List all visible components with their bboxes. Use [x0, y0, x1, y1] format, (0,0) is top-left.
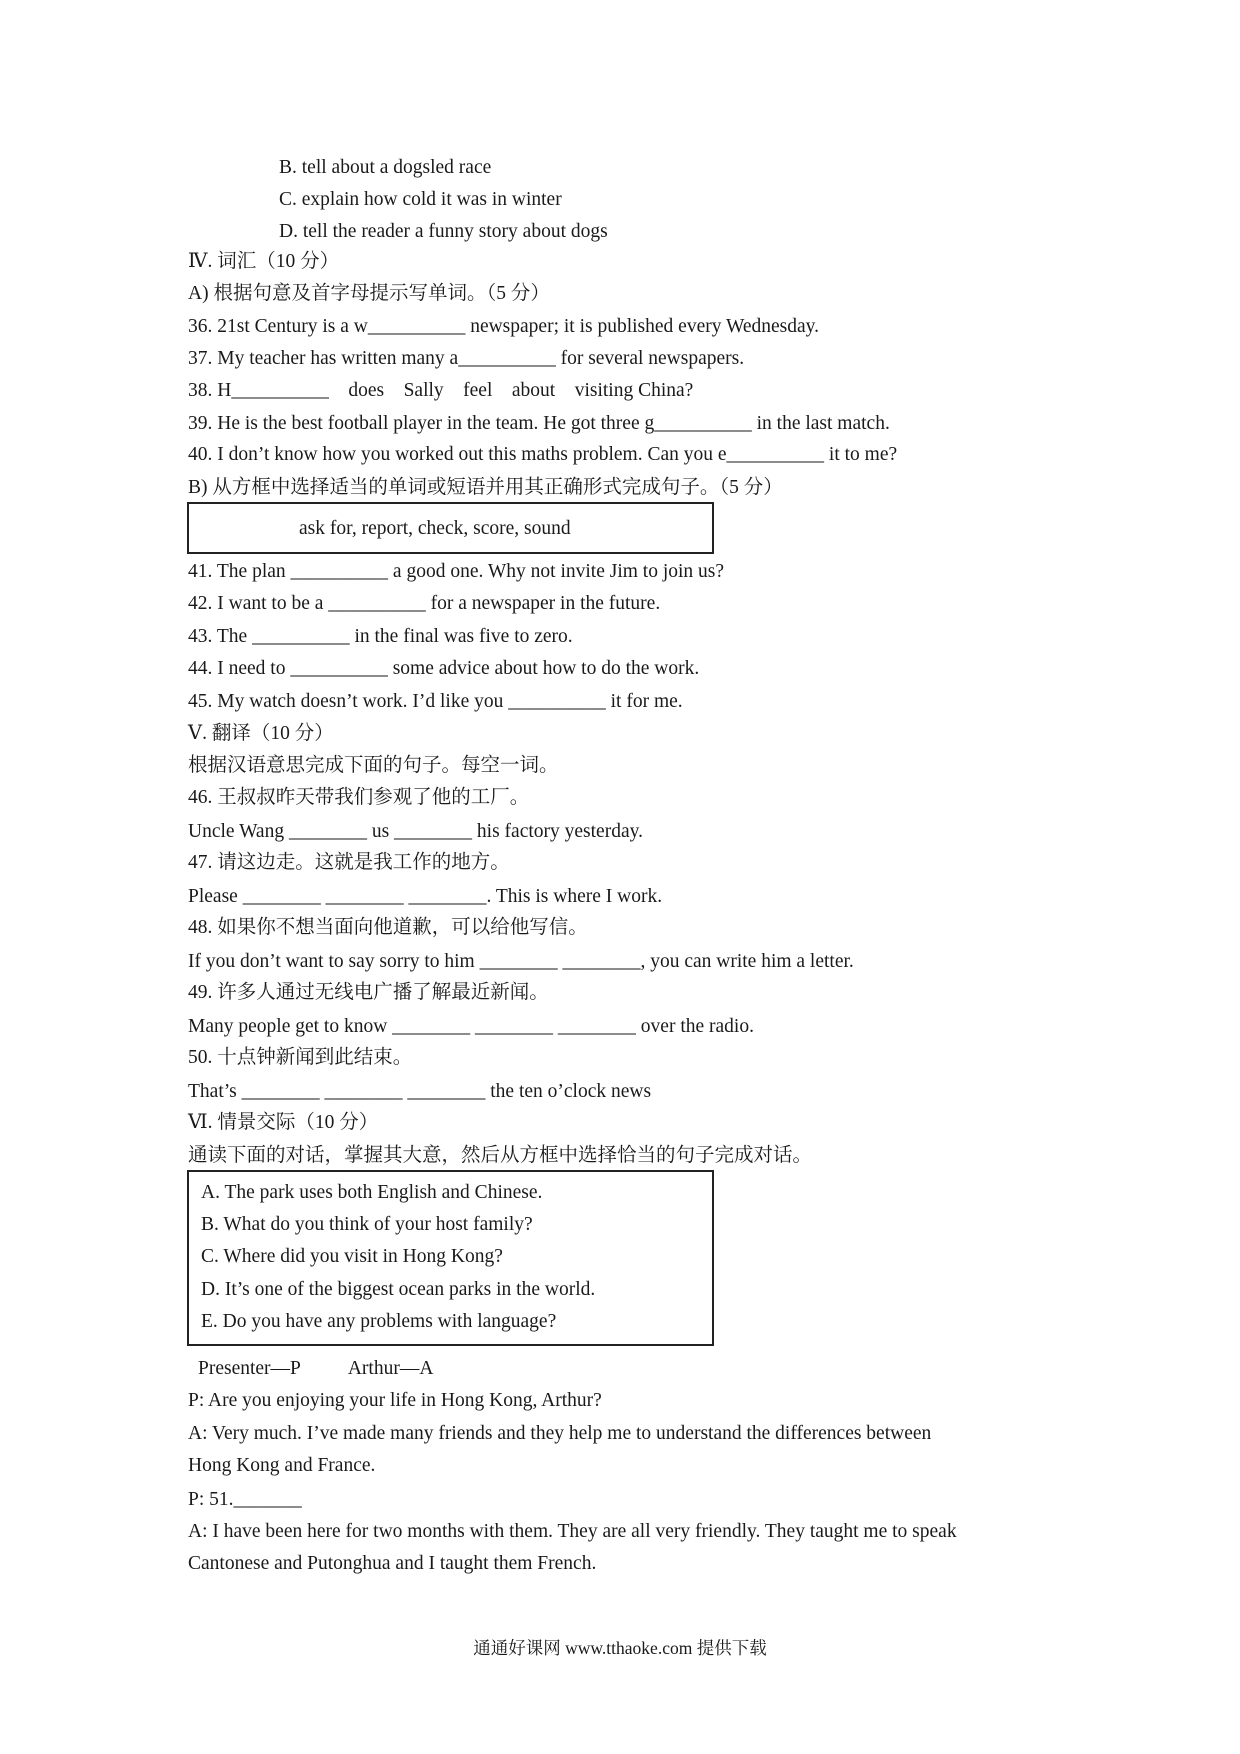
question-41: 41. The plan __________ a good one. Why not invite Jim to join us?: [188, 561, 725, 582]
section-6-instruction: 通读下面的对话，掌握其大意，然后从方框中选择恰当的句子完成对话。: [188, 1145, 813, 1166]
question-47-chinese: 47. 请这边走。这就是我工作的地方。: [188, 852, 510, 873]
option-e-sentence: E. Do you have any problems with language?: [201, 1311, 557, 1332]
question-36: 36. 21st Century is a w__________ newspaper; it is published every Wednesday.: [188, 316, 819, 337]
dialog-line: A: Very much. I’ve made many friends and they help me to understand the differences between: [188, 1423, 932, 1444]
page-footer: 通通好课网 www.tthaoke.com 提供下载: [473, 1638, 767, 1658]
question-45: 45. My watch doesn’t work. I’d like you __________ it for me.: [188, 691, 683, 712]
section-4-part-a: A) 根据句意及首字母提示写单词。（5 分）: [188, 283, 550, 304]
question-46-chinese: 46. 王叔叔昨天带我们参观了他的工厂。: [188, 787, 530, 808]
option-d-sentence: D. It’s one of the biggest ocean parks in the world.: [201, 1279, 596, 1300]
question-48-english: If you don’t want to say sorry to him ________ ________, you can write him a letter.: [188, 951, 854, 972]
section-5-title: Ⅴ. 翻译（10 分）: [188, 723, 334, 744]
question-50-chinese: 50. 十点钟新闻到此结束。: [188, 1047, 413, 1068]
option-d: D. tell the reader a funny story about dogs: [279, 221, 608, 242]
question-50-english: That’s ________ ________ ________ the ten o’clock news: [188, 1081, 652, 1102]
question-40: 40. I don’t know how you worked out this maths problem. Can you e__________ it to me?: [188, 444, 898, 465]
option-b: B. tell about a dogsled race: [279, 157, 492, 178]
dialog-line: Cantonese and Putonghua and I taught them French.: [188, 1553, 597, 1574]
dialog-line: P: 51._______: [188, 1489, 302, 1510]
question-49-chinese: 49. 许多人通过无线电广播了解最近新闻。: [188, 982, 549, 1003]
question-48-chinese: 48. 如果你不想当面向他道歉，可以给他写信。: [188, 917, 588, 938]
options-box: [187, 1170, 714, 1346]
question-47-english: Please ________ ________ ________. This is where I work.: [188, 886, 663, 907]
section-5-instruction: 根据汉语意思完成下面的句子。每空一词。: [188, 755, 559, 776]
option-c: C. explain how cold it was in winter: [279, 189, 562, 210]
question-44: 44. I need to __________ some advice about how to do the work.: [188, 658, 700, 679]
question-39: 39. He is the best football player in the team. He got three g__________ in the last match.: [188, 413, 890, 434]
question-38: 38. H__________ does Sally feel about visiting China?: [188, 380, 694, 401]
question-37: 37. My teacher has written many a__________ for several newspapers.: [188, 348, 745, 369]
option-a-sentence: A. The park uses both English and Chinese.: [201, 1182, 543, 1203]
dialog-line: A: I have been here for two months with them. They are all very friendly. They taught me to speak: [188, 1521, 957, 1542]
section-6-title: Ⅵ. 情景交际（10 分）: [188, 1112, 379, 1133]
word-box: [187, 502, 714, 554]
section-4-part-b: B) 从方框中选择适当的单词或短语并用其正确形式完成句子。（5 分）: [188, 477, 783, 498]
dialog-line: P: Are you enjoying your life in Hong Kong, Arthur?: [188, 1390, 602, 1411]
question-42: 42. I want to be a __________ for a newspaper in the future.: [188, 593, 661, 614]
question-43: 43. The __________ in the final was five to zero.: [188, 626, 573, 647]
section-4-title: Ⅳ. 词汇（10 分）: [188, 251, 340, 272]
dialog-roles: Presenter—P Arthur—A: [198, 1358, 434, 1379]
word-box-text: ask for, report, check, score, sound: [299, 518, 571, 539]
dialog-line: Hong Kong and France.: [188, 1455, 376, 1476]
option-b-sentence: B. What do you think of your host family?: [201, 1214, 533, 1235]
question-49-english: Many people get to know ________ ________ ________ over the radio.: [188, 1016, 754, 1037]
question-46-english: Uncle Wang ________ us ________ his factory yesterday.: [188, 821, 643, 842]
option-c-sentence: C. Where did you visit in Hong Kong?: [201, 1246, 503, 1267]
